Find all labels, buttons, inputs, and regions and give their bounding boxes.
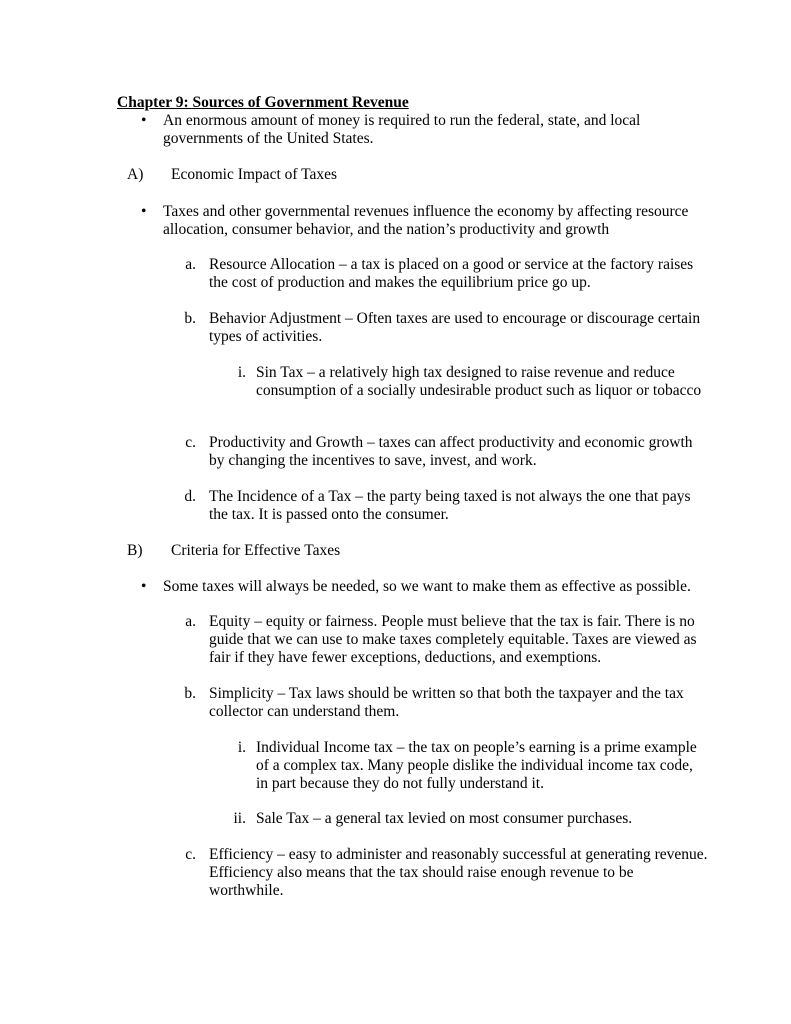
list-marker: a.: [185, 613, 196, 630]
page-title: Chapter 9: Sources of Government Revenue: [117, 94, 409, 111]
criteria-bullet-text: Some taxes will always be needed, so we want to make them as effective as possible.: [163, 578, 691, 595]
bullet-symbol: •: [141, 203, 147, 220]
econ-item-behavior-adjustment: Behavior Adjustment – Often taxes are used to encourage or discourage certain types of activities.: [209, 310, 701, 345]
list-marker: i.: [237, 739, 246, 756]
econ-item-resource-allocation: Resource Allocation – a tax is placed on a good or service at the factory raises the cost of production and makes the equilibrium price go up.: [209, 256, 694, 291]
simplicity-item-income-tax: Individual Income tax – the tax on people’s earning is a prime example of a complex tax. Many people dislike the individual income tax code, in part because they do not fully understand it.: [256, 739, 697, 792]
econ-item-incidence: The Incidence of a Tax – the party being taxed is not always the one that pays the tax. It is passed onto the consumer.: [209, 488, 691, 523]
criteria-item-simplicity: Simplicity – Tax laws should be written so that both the taxpayer and the tax collector can understand them.: [209, 685, 684, 720]
list-marker: d.: [184, 488, 196, 505]
list-marker: a.: [185, 256, 196, 273]
section-a-marker: A): [127, 166, 144, 183]
section-b-heading: Criteria for Effective Taxes: [171, 542, 341, 559]
intro-text: An enormous amount of money is required to run the federal, state, and local governments of the United States.: [163, 112, 641, 147]
list-marker: b.: [184, 685, 196, 702]
bullet-symbol: •: [141, 578, 147, 595]
section-a-heading: Economic Impact of Taxes: [171, 166, 338, 183]
econ-bullet-text: Taxes and other governmental revenues influence the economy by affecting resource allocation, consumer behavior, and the nation’s productivity and growth: [163, 203, 689, 238]
section-b-marker: B): [127, 542, 143, 559]
sin-tax-text: Sin Tax – a relatively high tax designed to raise revenue and reduce consumption of a socially undesirable product such as liquor or tobacco: [256, 364, 702, 399]
list-marker: c.: [185, 846, 196, 863]
list-marker: b.: [184, 310, 196, 327]
criteria-item-equity: Equity – equity or fairness. People must believe that the tax is fair. There is no guide that we can use to make taxes completely equitable. Taxes are viewed as fair if they have fewer exceptions, deductions, and exemptions.: [209, 613, 697, 666]
econ-item-productivity: Productivity and Growth – taxes can affect productivity and economic growth by changing the incentives to save, invest, and work.: [209, 434, 693, 469]
list-marker: c.: [185, 434, 196, 451]
criteria-item-efficiency: Efficiency – easy to administer and reasonably successful at generating revenue. Efficiency also means that the tax should raise enough revenue to be worthwhile.: [209, 846, 708, 899]
list-marker: i.: [237, 364, 246, 381]
list-marker: ii.: [233, 810, 246, 827]
simplicity-item-sale-tax: Sale Tax – a general tax levied on most consumer purchases.: [256, 810, 633, 827]
bullet-symbol: •: [141, 112, 147, 129]
